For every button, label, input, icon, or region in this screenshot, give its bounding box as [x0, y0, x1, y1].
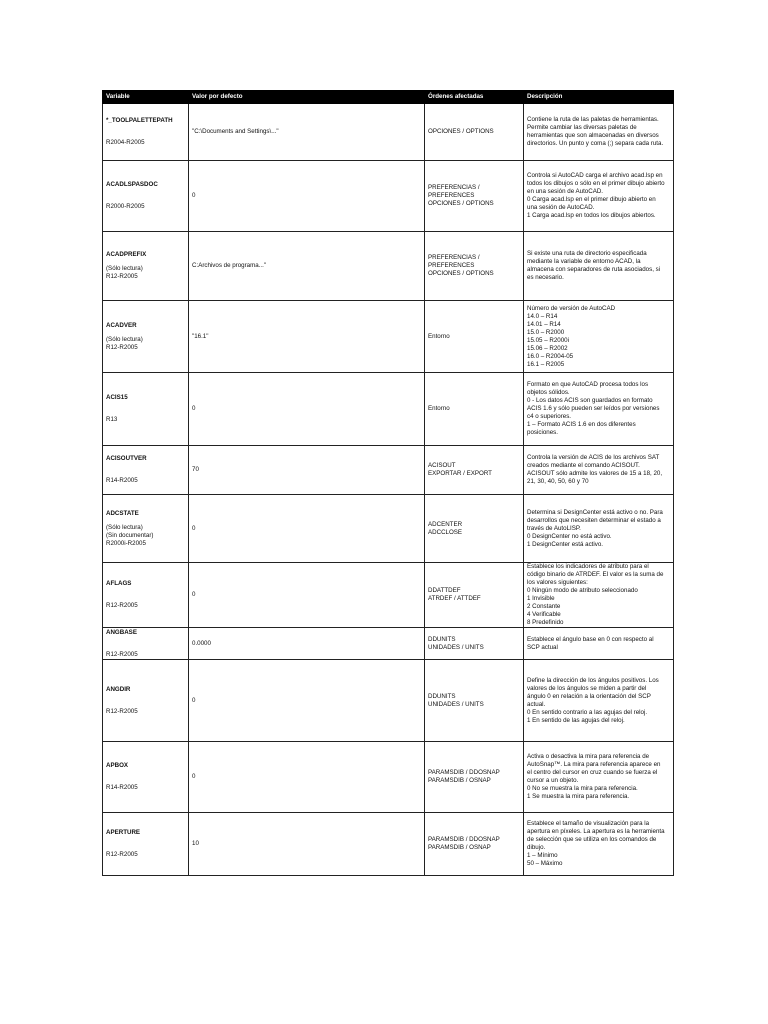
description-line: 4 Verificable: [527, 611, 561, 618]
order-line: PARAMSDIB / DDOSNAP: [428, 836, 500, 843]
variable-note: (Sin documentar): [106, 531, 154, 539]
description-line: c4 o superiores.: [527, 413, 572, 420]
cell-affected-orders: [425, 373, 524, 446]
variable-note: (Sólo lectura): [106, 265, 143, 272]
description-line: ACISOUT sólo admite los valores de 15 a 18, 20,: [527, 470, 663, 477]
spacer: [106, 770, 185, 784]
description-line: 16.0 – R2004-05: [527, 352, 574, 360]
cell-variable: [103, 446, 189, 495]
table-row: [103, 563, 674, 628]
variable-note: R14-R2005: [106, 477, 138, 484]
description-line: mediante la variable de entorno ACAD, la: [527, 258, 641, 265]
cell-affected-orders: [425, 660, 524, 742]
header-default-value: Valor por defecto: [189, 91, 425, 104]
description-line: en una sesión de AutoCAD.: [527, 188, 604, 195]
cell-default-value: "C:\Documents and Settings\...": [189, 104, 425, 161]
description-line: desarrollos que necesiten determinar el estado a: [527, 516, 661, 524]
variable-name: ACADVER: [106, 321, 137, 329]
description-line: ángulo 0 en relación a la orientación del SCP: [527, 692, 651, 700]
spacer: [106, 694, 185, 708]
description-line: objetos sólidos.: [527, 389, 570, 396]
description-line: Controla si AutoCAD carga el archivo acad.lsp en: [527, 172, 663, 179]
description-line: 14.0 – R14: [527, 312, 558, 320]
description-line: 2 Constante: [527, 603, 561, 610]
cell-default-value: 0: [189, 660, 425, 742]
description-line: valores de los ángulos se miden a partir del: [527, 684, 647, 692]
variable-note: R12-R2005: [106, 273, 138, 280]
description-line: Activa o desactiva la mira para referencia de: [527, 753, 650, 760]
cell-variable: [103, 563, 189, 628]
description-line: 14.01 – R14: [527, 320, 561, 328]
description-line: 50 – Máximo: [527, 860, 563, 867]
variable-note: R12-R2005: [106, 602, 138, 609]
cell-affected-orders: [425, 232, 524, 301]
description-line: 1 Invisible: [527, 595, 555, 602]
description-line: 1 Carga acad.lsp en todos los dibujos abiertos.: [527, 212, 656, 219]
description-line: 0 No se muestra la mira para referencia.: [527, 785, 638, 792]
description-line: 0 En sentido contrario a las agujas del reloj.: [527, 708, 648, 716]
variable-note: (Sólo lectura): [106, 335, 143, 343]
cell-affected-orders: [425, 628, 524, 660]
cell-default-value: 10: [189, 813, 425, 876]
order-line: EXPORTAR / EXPORT: [428, 470, 492, 477]
description-line: 15.0 – R2000: [527, 328, 565, 336]
table-row: [103, 660, 674, 742]
cell-variable: [103, 301, 189, 373]
description-line: los valores siguientes:: [527, 579, 588, 586]
cell-description: [524, 660, 674, 742]
description-line: 1 – Mínimo: [527, 852, 558, 859]
description-line: través de AutoLISP.: [527, 524, 581, 532]
cell-affected-orders: [425, 563, 524, 628]
cell-description: [524, 813, 674, 876]
cell-default-value: 70: [189, 446, 425, 495]
cell-default-value: 0.0000: [189, 628, 425, 660]
table-row: [103, 495, 674, 563]
cell-variable: [103, 161, 189, 232]
order-line: DDUNITS: [428, 692, 456, 700]
description-line: Formato en que AutoCAD procesa todos los: [527, 381, 649, 388]
cell-description: [524, 495, 674, 563]
variable-name: APBOX: [106, 762, 129, 769]
variable-name: ANGBASE: [106, 628, 137, 636]
variable-note: (Sólo lectura): [106, 523, 143, 531]
cell-variable: [103, 628, 189, 660]
description-line: 0 - Los datos ACIS son guardados en formato: [527, 397, 653, 404]
description-line: dibujo.: [527, 844, 546, 851]
table-row: [103, 373, 674, 446]
description-line: Establece el tamaño de visualización para la: [527, 820, 650, 827]
description-line: 21, 30, 40, 50, 60 y 70: [527, 478, 589, 485]
order-line: OPCIONES / OPTIONS: [428, 128, 494, 135]
description-line: ACIS 1.6 y sólo pueden ser leídos por versiones: [527, 405, 660, 412]
description-line: almacena con separadores de ruta asociados, si: [527, 266, 661, 273]
cell-description: [524, 104, 674, 161]
order-line: ACISOUT: [428, 462, 456, 469]
variable-name: APERTURE: [106, 829, 141, 836]
description-line: SCP actual: [527, 643, 558, 651]
cell-description: [524, 563, 674, 628]
cell-default-value: 0: [189, 742, 425, 813]
order-line: PARAMSDIB / DDOSNAP: [428, 769, 500, 776]
description-line: 0 DesignCenter no está activo.: [527, 532, 612, 540]
description-line: 15.06 – R2002: [527, 344, 568, 352]
cell-description: [524, 301, 674, 373]
variable-note: R12-R2005: [106, 343, 138, 351]
cell-description: [524, 161, 674, 232]
variable-name: ACADLSPASDOC: [106, 181, 158, 188]
cell-variable: [103, 232, 189, 301]
description-line: 0 Ningún modo de atributo seleccionado: [527, 587, 638, 594]
description-line: cursor a un objeto.: [527, 777, 579, 784]
cell-affected-orders: [425, 301, 524, 373]
order-line: ADCENTER: [428, 520, 463, 528]
header-variable: Variable: [103, 91, 189, 104]
cell-affected-orders: [425, 161, 524, 232]
order-line: PREFERENCES: [428, 262, 475, 269]
description-line: Controla la versión de ACIS de los archivos SAT: [527, 454, 660, 461]
description-line: el centro del cursor en cruz cuando se fuerza el: [527, 769, 658, 776]
variable-note: R12-R2005: [106, 650, 138, 658]
order-line: PREFERENCIAS /: [428, 184, 480, 191]
order-line: Entorno: [428, 332, 450, 340]
variable-note: R2004-R2005: [106, 139, 145, 146]
order-line: ATRDEF / ATTDEF: [428, 595, 481, 602]
cell-default-value: "16.1": [189, 301, 425, 373]
table-row: [103, 301, 674, 373]
description-line: Número de versión de AutoCAD: [527, 304, 616, 312]
description-line: AutoSnap™. La mira para referencia aparece en: [527, 761, 661, 768]
description-line: todos los dibujos o sólo en el primer dibujo abierto: [527, 180, 665, 187]
spacer: [106, 637, 185, 651]
cell-affected-orders: [425, 104, 524, 161]
description-line: Permite cambiar las diversas paletas de: [527, 124, 637, 131]
order-line: OPCIONES / OPTIONS: [428, 200, 494, 207]
variable-name: *_TOOLPALETTEPATH: [106, 117, 173, 124]
description-line: Contiene la ruta de las paletas de herramientas.: [527, 116, 659, 123]
table-row: [103, 813, 674, 876]
header-row: [103, 91, 674, 104]
header-affected-orders: Órdenes afectadas: [425, 91, 524, 104]
order-line: Entorno: [428, 405, 450, 412]
cell-variable: [103, 742, 189, 813]
description-line: actual.: [527, 700, 546, 708]
cell-description: [524, 628, 674, 660]
description-line: Si existe una ruta de directorio especificada: [527, 250, 647, 257]
order-line: ADCCLOSE: [428, 528, 463, 536]
cell-variable: [103, 104, 189, 161]
cell-affected-orders: [425, 813, 524, 876]
description-line: Establece los indicadores de atributo para el: [527, 563, 649, 570]
cell-affected-orders: [425, 495, 524, 563]
order-line: UNIDADES / UNITS: [428, 700, 484, 708]
order-line: DDATTDEF: [428, 587, 461, 594]
cell-variable: [103, 495, 189, 563]
table-row: [103, 161, 674, 232]
order-line: PARAMSDIB / OSNAP: [428, 777, 491, 784]
cell-description: [524, 232, 674, 301]
cell-description: [524, 446, 674, 495]
variable-name: AFLAGS: [106, 580, 132, 587]
description-line: 0 Carga acad.lsp en el primer dibujo abierto en: [527, 196, 656, 203]
order-line: PREFERENCES: [428, 192, 475, 199]
cell-variable: [103, 813, 189, 876]
description-line: 1 Se muestra la mira para referencia.: [527, 793, 630, 800]
description-line: es necesario.: [527, 274, 564, 281]
description-line: Establece el ángulo base en 0 con respecto al: [527, 635, 654, 643]
cell-affected-orders: [425, 446, 524, 495]
description-line: directorios. Un punto y coma (;) separa cada ruta.: [527, 140, 664, 147]
description-line: herramientas que son almacenadas en diversos: [527, 132, 659, 139]
order-line: DDUNITS: [428, 635, 456, 643]
table-row: [103, 104, 674, 161]
cell-variable: [103, 660, 189, 742]
description-line: de selección que se utiliza en los comandos de: [527, 836, 657, 843]
description-line: 8 Predefinido: [527, 619, 564, 626]
spacer: [106, 125, 185, 139]
cell-default-value: C:Archivos de programa...": [189, 232, 425, 301]
table-body: [103, 104, 674, 876]
description-line: una sesión de AutoCAD.: [527, 204, 595, 211]
description-line: 1 – Formato ACIS 1.6 en dos diferentes: [527, 421, 636, 428]
spacer: [106, 463, 185, 477]
description-line: posiciones.: [527, 429, 558, 436]
variable-note: R14-R2005: [106, 784, 138, 791]
variable-name: ACIS15: [106, 394, 128, 401]
system-variables-table: [102, 90, 674, 876]
description-line: 1 En sentido de las agujas del reloj.: [527, 716, 625, 724]
description-line: apertura en píxeles. La apertura es la herramienta: [527, 828, 665, 835]
spacer: [106, 837, 185, 851]
order-line: OPCIONES / OPTIONS: [428, 270, 494, 277]
header-description: Descripción: [524, 91, 674, 104]
description-line: 15.05 – R2000i: [527, 336, 569, 344]
table-row: [103, 742, 674, 813]
variable-name: ACISOUTVER: [106, 455, 147, 462]
order-line: PARAMSDIB / OSNAP: [428, 844, 491, 851]
description-line: código binario de ATRDEF. El valor es la suma de: [527, 571, 664, 578]
variable-note: R2000-R2005: [106, 203, 145, 210]
spacer: [106, 402, 185, 416]
variable-name: ADCSTATE: [106, 509, 139, 517]
variable-note: R12-R2005: [106, 707, 138, 715]
variable-name: ACADPREFIX: [106, 251, 147, 258]
description-line: creados mediante el comando ACISOUT.: [527, 462, 640, 469]
order-line: UNIDADES / UNITS: [428, 643, 484, 651]
description-line: 1 DesignCenter está activo.: [527, 540, 604, 548]
cell-default-value: 0: [189, 563, 425, 628]
table-row: [103, 232, 674, 301]
cell-default-value: 0: [189, 495, 425, 563]
cell-description: [524, 742, 674, 813]
cell-affected-orders: [425, 742, 524, 813]
cell-default-value: 0: [189, 373, 425, 446]
description-line: Determina si DesignCenter está activo o no. Para: [527, 508, 663, 516]
spacer: [106, 588, 185, 602]
cell-description: [524, 373, 674, 446]
description-line: Define la dirección de los ángulos positivos. Los: [527, 676, 659, 684]
variable-name: ANGDIR: [106, 685, 131, 693]
spacer: [106, 189, 185, 203]
variable-note: R12-R2005: [106, 851, 138, 858]
variable-note: R2000i-R2005: [106, 539, 146, 547]
table-row: [103, 446, 674, 495]
description-line: 16.1 – R2005: [527, 360, 565, 368]
order-line: PREFERENCIAS /: [428, 254, 480, 261]
variable-note: R13: [106, 416, 118, 423]
cell-variable: [103, 373, 189, 446]
cell-default-value: 0: [189, 161, 425, 232]
table-row: [103, 628, 674, 660]
